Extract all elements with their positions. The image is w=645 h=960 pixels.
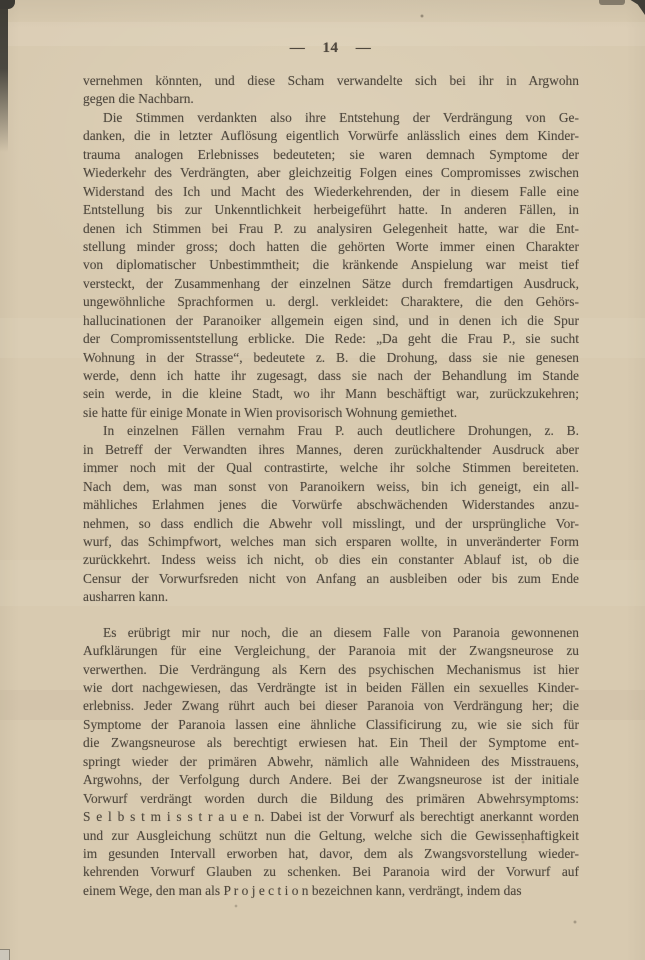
- text-line: wurf, das Schimpfwort, welches man sich ersparen wollte, in unveränderter Form: [83, 533, 579, 549]
- text-line: im gesunden Intervall erworben hat, davor, dem als Zwangsvorstellung wieder-: [83, 845, 579, 861]
- text-line: von diplomatischer Unbestimmtheit; die kränkende Anspielung war meist tief: [83, 257, 579, 273]
- text-line: In einzelnen Fällen vernahm Frau P. auch deutlichere Drohungen, z. B.: [103, 423, 579, 439]
- text-line: die Zwangsneurose als berechtigt erwiesen hat. Ein Theil der Symptome ent-: [83, 735, 579, 751]
- text-line: werde, denn ich hatte ihr zugesagt, dass sie nach der Behandlung im Stande: [83, 368, 579, 383]
- text-line: sein werde, in die kleine Stadt, wo ihr Mann beschäftigt war, zurückzukehren;: [83, 386, 579, 402]
- text-line: danken, die in letzter Auflösung eigentlich Vorwürfe anlässlich eines dem Kinder-: [83, 128, 579, 144]
- text-line: erlebniss. Jeder Zwang rührt auch bei dieser Paranoia von Verdrängung her; die: [83, 698, 579, 714]
- text-line: Aufklärungen für eine Vergleichung der Paranoia mit der Zwangsneurose zu: [83, 643, 579, 659]
- text-line: springt wieder der primären Abwehr, nämlich alle Wahnideen des Misstrauens,: [83, 753, 579, 769]
- paragraph: [83, 422, 579, 606]
- text-line: zurückkehrt. Indess weiss ich nicht, ob dies ein constanter Ablauf ist, ob die: [83, 552, 579, 568]
- scan-corner-artifact: [629, 0, 645, 15]
- scan-corner-notch: [0, 949, 10, 960]
- text-line: gegen die Nachbarn.: [83, 91, 194, 107]
- text-line: sie hatte für einige Monate in Wien provisorisch Wohnung gemiethet.: [83, 404, 458, 420]
- text-line: Symptome der Paranoia lassen eine ähnliche Classificirung zu, wie sie sich für: [83, 716, 579, 732]
- scan-smudge-artifact: [599, 0, 625, 5]
- text-line: Censur der Vorwurfsreden nicht von Anfang an ausbleiben oder bis zum Ende: [83, 570, 579, 586]
- paragraph: [83, 109, 579, 422]
- text-line: der Compromissentstellung erblicke. Die Rede: „Da geht die Frau P., sie sucht: [83, 331, 579, 347]
- text-line: denen ich Stimmen bei Frau P. zu analysiren Gelegenheit hatte, war die Ent-: [83, 220, 579, 236]
- text-line: Wiederkehr des Verdrängten, aber gleichzeitig Folgen eines Compromisses zwischen: [83, 165, 579, 181]
- text-line: versteckt, der Zusammenhang der einzelnen Sätze durch fremdartigen Ausdruck,: [83, 275, 579, 291]
- text-line: kehrenden Vorwurf Glauben zu schenken. Bei Paranoia wird der Vorwurf auf: [83, 864, 579, 880]
- text-line: Nach dem, was man sonst von Paranoikern weiss, bin ich geneigt, ein all-: [83, 478, 579, 494]
- page-number: — 14 —: [289, 40, 372, 56]
- scan-corner-artifact: [0, 0, 15, 9]
- text-line: trauma analogen Erlebnisses bedeuteten; sie waren demnach Symptome der: [83, 146, 579, 162]
- text-line: ausharren kann.: [83, 589, 169, 605]
- text-line: Vorwurf verdrängt worden durch die Bildung des primären Abwehrsymptoms:: [83, 790, 579, 806]
- text-block: [83, 72, 579, 900]
- text-line: hallucinationen der Paranoiker allgemein eigen sind, und in denen ich die Spur: [83, 312, 579, 328]
- text-line: Es erübrigt mir nur noch, die an diesem Falle von Paranoia gewonnenen: [103, 624, 579, 640]
- text-line: verwerthen. Die Verdrängung als Kern des psychischen Mechanismus ist hier: [83, 661, 579, 677]
- text-line: mähliches Erlahmen jenes die Vorwürfe abschwächenden Widerstandes anzu-: [83, 497, 579, 513]
- text-line: S e l b s t m i s s t r a u e n. Dabei ist der Vorwurf als berechtigt anerkannt worden: [83, 809, 579, 825]
- paragraph: [83, 624, 579, 901]
- text-line: Die Stimmen verdankten also ihre Entstehung der Verdrängung von Ge-: [103, 109, 579, 125]
- text-line: nehmen, so dass endlich die Abwehr voll misslingt, und der ursprüngliche Vor-: [83, 515, 579, 531]
- text-line: stellung minder gross; doch hatten die gehörten Worte immer einen Charakter: [83, 238, 579, 254]
- text-line: wie dort nachgewiesen, das Verdrängte ist in beiden Fällen ein sexuelles Kinder-: [83, 680, 579, 695]
- text-line: einem Wege, den man als P r o j e c t i o n bezeichnen kann, verdrängt, indem das: [83, 882, 522, 898]
- scan-edge-artifact: [0, 0, 8, 152]
- text-line: vernehmen könnten, und diese Scham verwandelte sich bei ihr in Argwohn: [83, 73, 579, 88]
- paragraph: [83, 72, 579, 109]
- text-line: Entstellung bis zur Unkenntlichkeit herbeigeführt hatte. In anderen Fällen, in: [83, 202, 579, 218]
- text-line: Wohnung in der Strasse“, bedeutete z. B. die Drohung, dass sie nie genesen: [83, 349, 579, 365]
- text-line: Widerstand des Ich und Macht des Wiederkehrenden, der in diesem Falle eine: [83, 183, 579, 199]
- text-line: und zur Ausgleichung schützt nun die Geltung, welche sich die Gewissenhaftigkeit: [83, 827, 579, 843]
- text-line: Argwohns, der Verfolgung durch Andere. Bei der Zwangsneurose ist der initiale: [83, 772, 579, 788]
- text-line: ungewöhnliche Sprachformen u. dergl. verkleidet: Charaktere, die den Gehörs-: [83, 294, 579, 310]
- text-line: immer noch mit der Qual contrastirte, welche ihr solche Stimmen bereiteten.: [83, 460, 579, 476]
- text-line: in Betreff der Verwandten ihres Mannes, deren zurückhaltender Ausdruck aber: [83, 441, 579, 457]
